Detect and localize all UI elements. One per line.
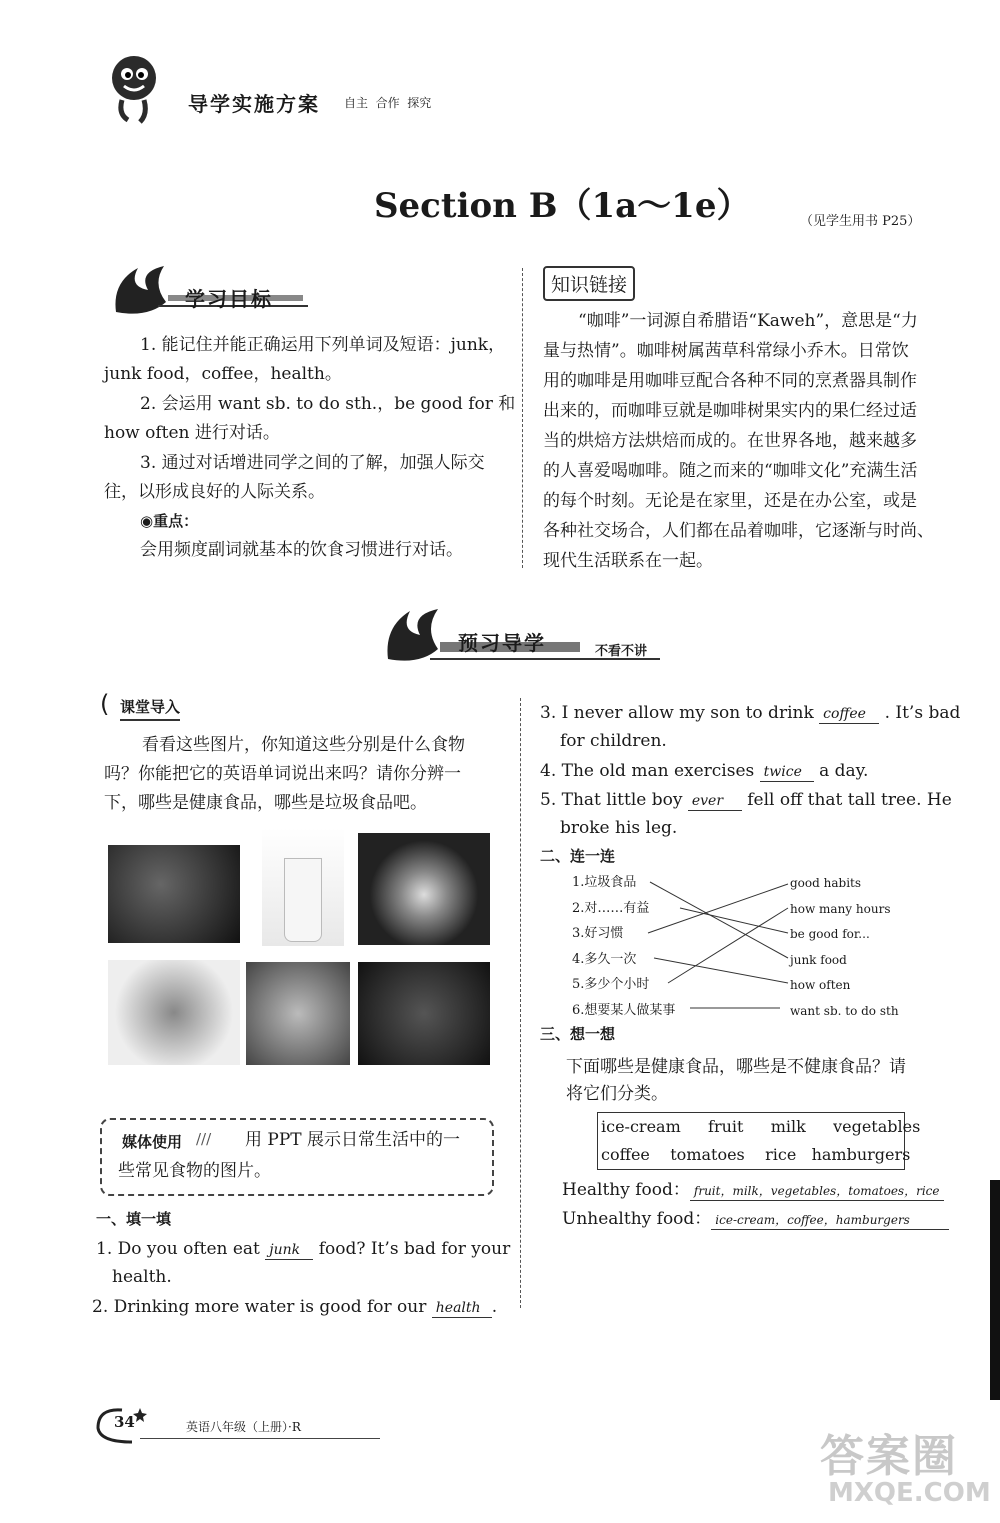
word-milk: milk (770, 1117, 806, 1136)
vegetables-photo (108, 845, 240, 943)
think-question-2: 将它们分类。 (566, 1084, 668, 1104)
goals-heading: 学习目标 (185, 287, 273, 311)
intro-bracket: ( (100, 690, 110, 718)
media-text-2: 些常见食物的图片。 (118, 1161, 271, 1181)
fill-q3-answer: coffee (819, 705, 879, 724)
fill-q3-cont: for children. (560, 731, 667, 751)
mascot-logo (100, 48, 170, 128)
knowledge-line-6: 的人喜爱喝咖啡。随之而来的“咖啡文化”充满生活 (543, 461, 918, 481)
section-title: Section B（1a～1e） (374, 186, 751, 226)
intro-line-1: 看看这些图片，你知道这些分别是什么食物 (142, 735, 465, 755)
word-coffee: coffee (601, 1145, 650, 1164)
healthy-row (562, 1175, 944, 1205)
match-right-1: good habits (790, 876, 862, 890)
fried-food-photo (246, 962, 350, 1065)
match-right-5: how often (790, 978, 851, 992)
book-name: 英语八年级（上册）·R (186, 1420, 301, 1434)
fill-q3 (540, 698, 960, 728)
match-right-4: junk food (790, 952, 847, 967)
column-divider-bottom (520, 698, 521, 1308)
unhealthy-label: Unhealthy food： (562, 1209, 712, 1229)
knowledge-line-1: “咖啡”一词源自希腊语“Kaweh”，意思是“力 (578, 311, 918, 331)
fill-heading: 一、填一填 (96, 1210, 172, 1228)
preview-note: 不看不讲 (595, 644, 648, 659)
watermark-url: MXQE.COM (828, 1478, 991, 1508)
fill-q4-text-a: 4. The old man exercises (540, 761, 755, 781)
match-left-2: 2.对……有益 (572, 900, 650, 916)
fill-q1-answer: junk (265, 1241, 313, 1260)
fill-q4-answer: twice (760, 763, 814, 782)
fill-q2-text-a: 2. Drinking more water is good for our (92, 1297, 427, 1317)
column-divider-top (522, 268, 523, 568)
header-subtitle: 自主 合作 探究 (344, 96, 432, 110)
healthy-label: Healthy food： (562, 1180, 690, 1200)
word-ice-cream: ice-cream (601, 1117, 681, 1136)
fill-q4-text-b: a day. (819, 761, 869, 781)
fill-q5-text-b: fell off that tall tree. He (747, 790, 952, 810)
knowledge-line-4: 出来的，而咖啡豆就是咖啡树果实内的果仁经过适 (543, 401, 917, 421)
healthy-answer: fruit，milk，vegetables，tomatoes，rice (690, 1182, 944, 1201)
match-right-3: be good for... (790, 927, 870, 941)
match-left-5: 5.多少个小时 (572, 977, 650, 992)
match-left-4: 4.多久一次 (572, 951, 637, 967)
word-fruit: fruit (708, 1117, 744, 1136)
preview-heading: 预习导学 (458, 631, 546, 655)
media-label: 媒体使用 (122, 1133, 183, 1151)
match-left-3: 3.好习惯 (572, 926, 624, 941)
fill-q1 (96, 1234, 510, 1264)
fill-q5-text-a: 5. That little boy (540, 790, 683, 810)
knowledge-line-9: 现代生活联系在一起。 (543, 551, 713, 571)
unhealthy-answer: ice-cream，coffee，hamburgers (711, 1211, 949, 1230)
fill-q2-text-b: . (491, 1297, 498, 1317)
fill-q3-text-b: . It’s bad (884, 703, 961, 723)
unhealthy-row (562, 1204, 949, 1234)
match-left-1: 1.垃圾食品 (572, 875, 637, 890)
word-rice: rice (765, 1145, 797, 1164)
fill-q1-cont: health. (112, 1267, 172, 1287)
page-number: 34 (114, 1413, 135, 1431)
key-point-label: ◉重点： (140, 512, 199, 530)
word-hamburgers: hamburgers (811, 1145, 911, 1164)
fill-q5-cont: broke his leg. (560, 818, 678, 838)
fill-q5 (540, 785, 952, 815)
fill-q1-text-b: food? It’s bad for your (318, 1239, 511, 1259)
word-row-1 (601, 1114, 920, 1140)
fill-q1-text-a: 1. Do you often eat (96, 1239, 260, 1259)
media-slash-icon: /// (196, 1130, 212, 1148)
word-vegetables: vegetables (833, 1117, 921, 1136)
goal-line-1: 1. 能记住并能正确运用下列单词及短语：junk， (140, 335, 506, 355)
hamburgers-photo (358, 962, 490, 1065)
fruits-photo (108, 960, 240, 1065)
match-right-col (790, 871, 899, 1024)
match-left-6: 6.想要某人做某事 (572, 1002, 676, 1018)
knowledge-heading: 知识链接 (543, 266, 635, 301)
footer-rule (140, 1438, 380, 1439)
media-text-1: 用 PPT 展示日常生活中的一 (245, 1130, 461, 1150)
intro-heading: 课堂导入 (120, 696, 180, 721)
fill-q4 (540, 756, 868, 786)
goal-line-2: junk food，coffee，health。 (104, 364, 342, 384)
match-lines (640, 870, 790, 1030)
milk-glass-photo (262, 828, 344, 946)
key-point-text: 会用频度副词就基本的饮食习惯进行对话。 (140, 540, 463, 560)
knowledge-line-5: 当的烘焙方法烘焙而成的。在世界各地，越来越多 (543, 431, 917, 451)
match-right-6: want sb. to do sth (790, 1003, 899, 1018)
word-tomatoes: tomatoes (670, 1145, 745, 1164)
match-right-2: how many hours (790, 901, 891, 916)
knowledge-line-8: 各种社交场合，人们都在品着咖啡，它逐渐与时尚、 (543, 521, 934, 541)
word-row-2 (601, 1142, 910, 1168)
goal-line-5: 3. 通过对话增进同学之间的了解，加强人际交 (140, 453, 485, 473)
header-title: 导学实施方案 (188, 92, 320, 116)
watermark-logo: 答案圈 (820, 1431, 958, 1482)
think-heading: 三、想一想 (540, 1025, 616, 1043)
fill-q3-text-a: 3. I never allow my son to drink (540, 703, 814, 723)
fill-q5-answer: ever (688, 792, 742, 811)
page-reference: （见学生用书 P25） (800, 214, 921, 229)
goal-line-3: 2. 会运用 want sb. to do sth.，be good for 和 (140, 394, 516, 414)
knowledge-line-2: 量与热情”。咖啡树属茜草科常绿小乔木。日常饮 (543, 341, 909, 361)
intro-line-2: 吗？你能把它的英语单词说出来吗？请你分辨一 (104, 764, 461, 784)
goal-line-4: how often 进行对话。 (104, 423, 280, 443)
goal-line-6: 往，以形成良好的人际关系。 (104, 482, 325, 502)
knowledge-line-7: 的每个时刻。无论是在家里，还是在办公室，或是 (543, 491, 917, 511)
scan-edge-mark (990, 1180, 1000, 1400)
fill-q2 (92, 1292, 497, 1322)
coffee-cup-photo (358, 833, 490, 945)
fill-q2-answer: health (432, 1299, 492, 1318)
intro-line-3: 下，哪些是健康食品，哪些是垃圾食品吧。 (104, 793, 427, 813)
think-question-1: 下面哪些是健康食品，哪些是不健康食品？请 (566, 1057, 906, 1077)
knowledge-line-3: 用的咖啡是用咖啡豆配合各种不同的烹煮器具制作 (543, 371, 917, 391)
match-heading: 二、连一连 (540, 847, 616, 865)
